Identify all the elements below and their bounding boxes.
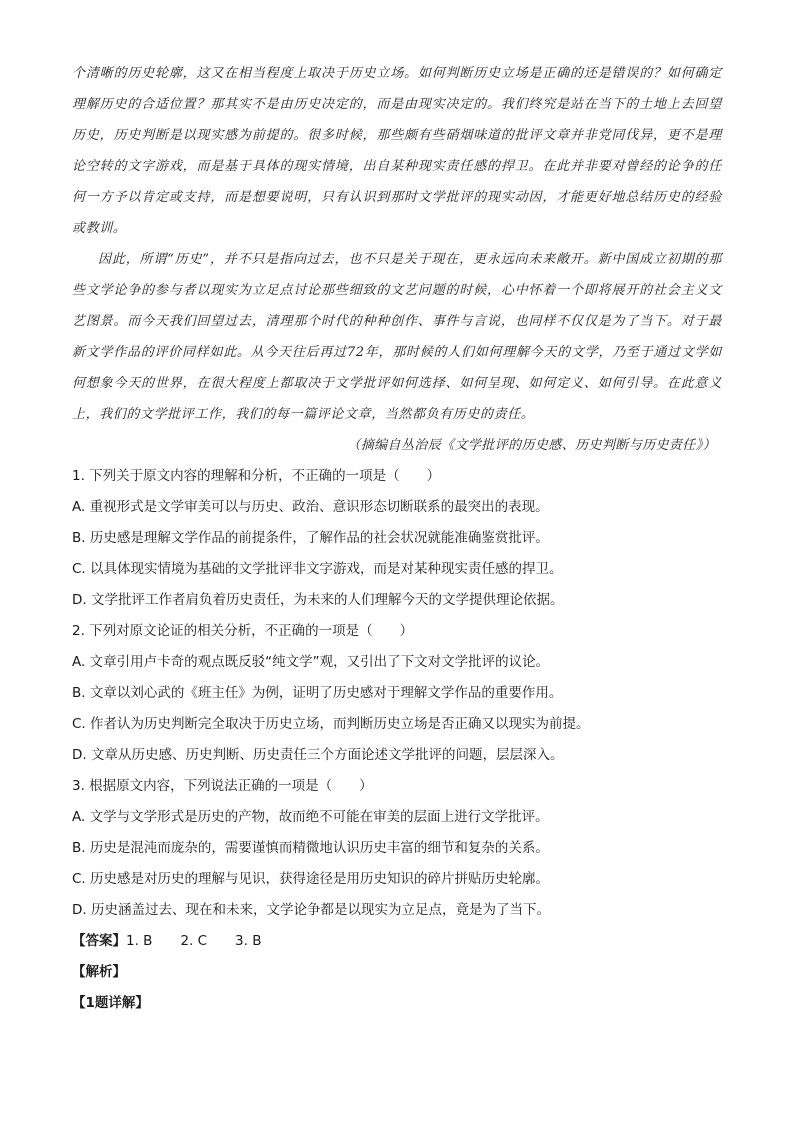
- question-1: [72, 461, 722, 616]
- question-option: B. 历史是混沌而庞杂的，需要谨慎而精微地认识历史丰富的细节和复杂的关系。: [72, 840, 549, 856]
- passage-paragraph-2: 因此，所谓“历史”，并不只是指向过去，也不只是关于现在，更永远向未来敞开。新中国成立初期的那些文学论争的参与者以现实为立足点讨论那些细致的文艺问题的时候，心中怀着一个即将展开的社会主义文艺图景。而今天我们回望过去，清理那个时代的种种创作、事件与言说，也同样不仅仅是为了当下。对于最新文学作品的评价同样如此。从今天往后再过72年，那时候的人们如何理解今天的文学，乃至于通过文学如何想象今天的世界，在很大程度上都取决于文学批评如何选择、如何呈现、如何定义、如何引导。在此意义上，我们的文学批评工作，我们的每一篇评论文章，当然都负有历史的责任。: [72, 252, 722, 422]
- answer-item: 2. C: [180, 933, 208, 949]
- question-option: B. 历史感是理解文学作品的前提条件，了解作品的社会状况就能准确鉴赏批评。: [72, 530, 549, 546]
- analysis-label: 【解析】: [72, 964, 126, 980]
- question-stem: 3. 根据原文内容，下列说法正确的一项是（ ）: [72, 778, 373, 794]
- document-page: [72, 58, 722, 1019]
- question-option: C. 历史感是对历史的理解与见识，获得途径是用历史知识的碎片拼贴历史轮廓。: [72, 871, 550, 887]
- question-stem: 1. 下列关于原文内容的理解和分析，不正确的一项是（ ）: [72, 468, 441, 484]
- question-option: C. 以具体现实情境为基础的文学批评非文字游戏，而是对某种现实责任感的捍卫。: [72, 561, 563, 577]
- question-option: C. 作者认为历史判断完全取决于历史立场，而判断历史立场是否正确又以现实为前提。: [72, 716, 590, 732]
- question-option: D. 文章从历史感、历史判断、历史责任三个方面论述文学批评的问题，层层深入。: [72, 747, 564, 763]
- passage-paragraph-1: 个清晰的历史轮廓，这又在相当程度上取决于历史立场。如何判断历史立场是正确的还是错误的？如何确定理解历史的合适位置？那其实不是由历史决定的，而是由现实决定的。我们终究是站在当下的土地上去回望历史，历史判断是以现实感为前提的。很多时候，那些颇有些硝烟味道的批评文章并非党同伐异，更不是理论空转的文字游戏，而是基于具体的现实情境，出自某种现实责任感的捍卫。在此并非要对曾经的论争的任何一方予以肯定或支持，而是想要说明，只有认识到那时文学批评的现实动因，才能更好地总结历史的经验或教训。: [72, 66, 722, 236]
- answer-item: 3. B: [235, 933, 262, 949]
- question-stem: 2. 下列对原文论证的相关分析，不正确的一项是（ ）: [72, 623, 414, 639]
- detail-label: 【1题详解】: [72, 995, 149, 1011]
- question-2: [72, 616, 722, 771]
- passage-source: （摘编自丛治辰《文学批评的历史感、历史判断与历史责任》）: [347, 438, 716, 453]
- question-3: [72, 771, 722, 926]
- question-option: A. 文章引用卢卡奇的观点既反驳“纯文学”观，又引出了下文对文学批评的议论。: [72, 654, 550, 670]
- answer-item: 1. B: [126, 933, 153, 949]
- answer-label: 【答案】: [72, 933, 126, 949]
- question-option: B. 文章以刘心武的《班主任》为例，证明了历史感对于理解文学作品的重要作用。: [72, 685, 563, 701]
- question-option: A. 文学与文学形式是历史的产物，故而绝不可能在审美的层面上进行文学批评。: [72, 809, 549, 825]
- question-option: D. 历史涵盖过去、现在和未来，文学论争都是以现实为立足点，竟是为了当下。: [72, 902, 550, 918]
- question-option: D. 文学批评工作者肩负着历史责任，为未来的人们理解今天的文学提供理论依据。: [72, 592, 564, 608]
- answer-row: [72, 926, 722, 957]
- question-option: A. 重视形式是文学审美可以与历史、政治、意识形态切断联系的最突出的表现。: [72, 499, 549, 515]
